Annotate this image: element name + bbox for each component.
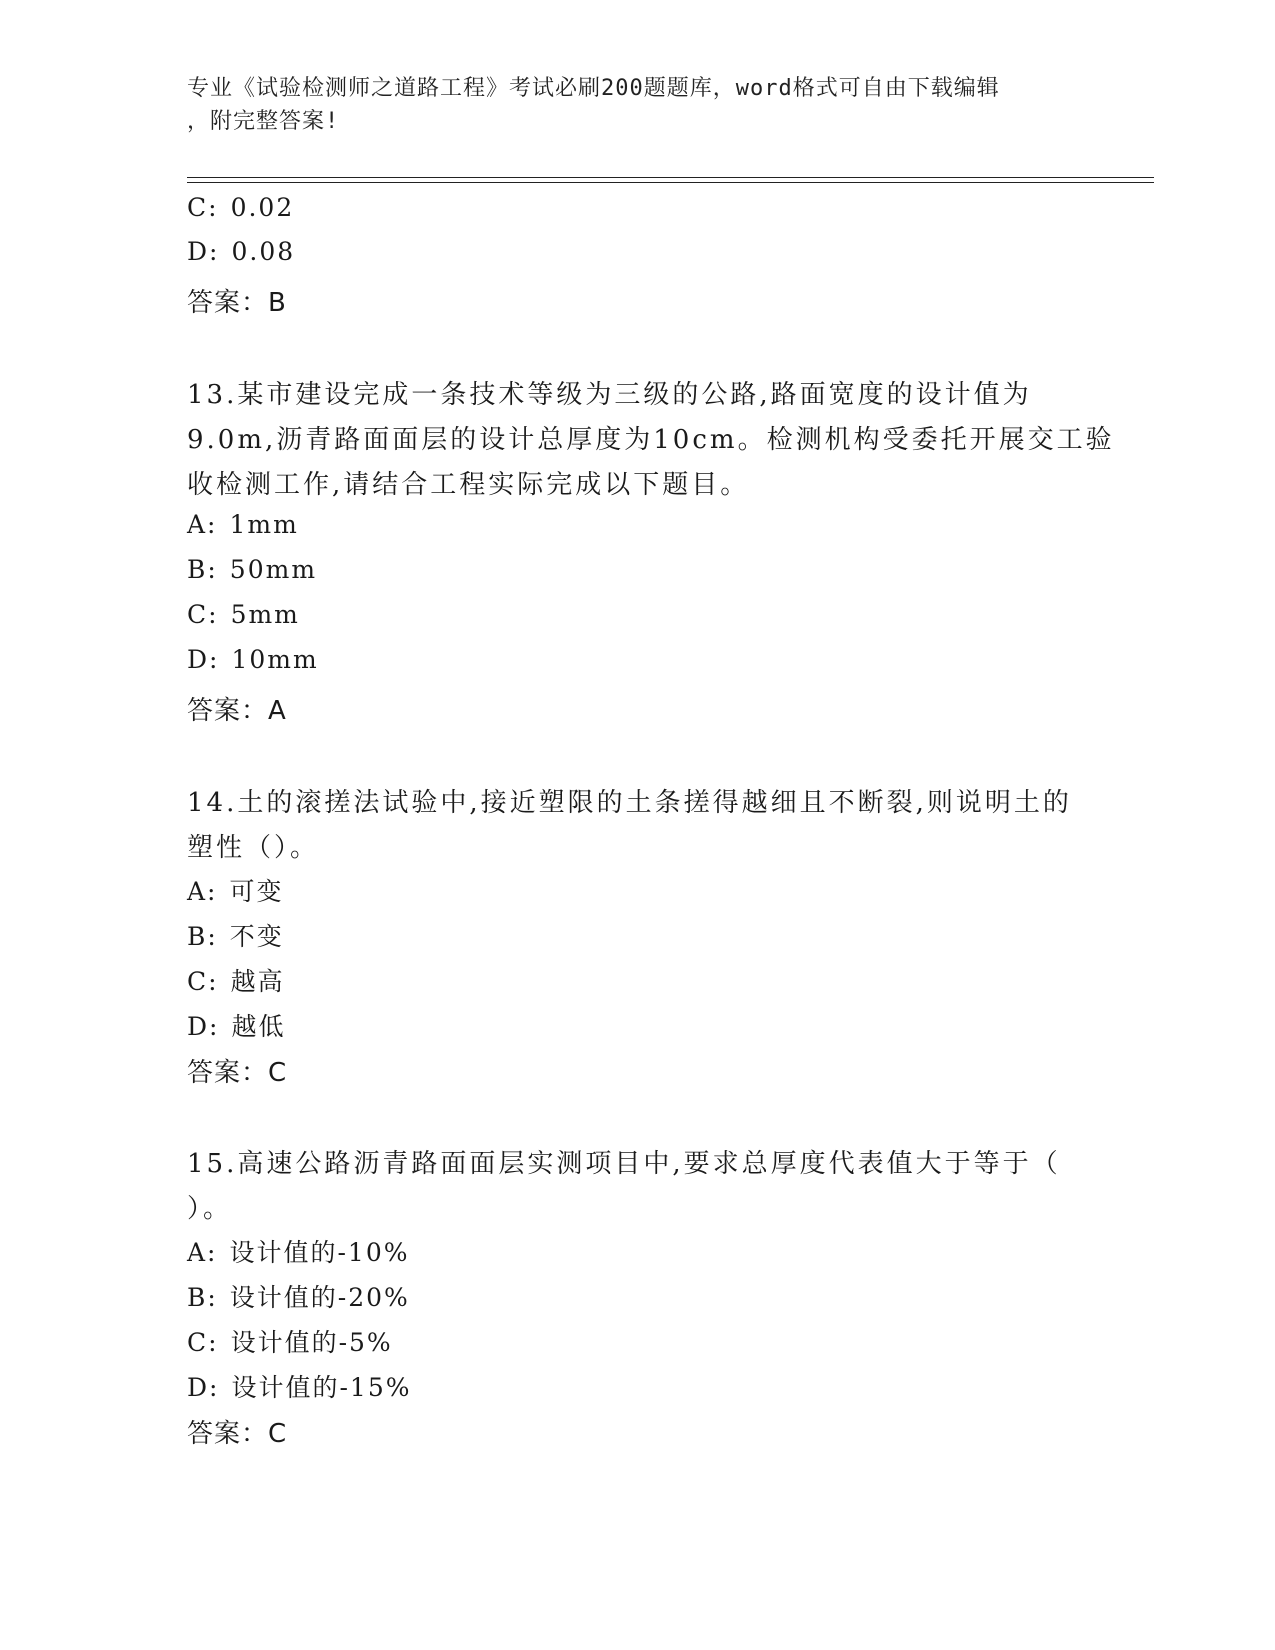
option-b: B: 50mm	[187, 555, 318, 584]
question-14-stem-line-1: 14.土的滚搓法试验中,接近塑限的土条搓得越细且不断裂,则说明土的	[187, 788, 1072, 818]
option-c: C: 0.02	[187, 193, 295, 222]
header-rule-bottom	[187, 182, 1154, 183]
option-d: D: 越低	[187, 1012, 286, 1041]
option-c: C: 设计值的-5%	[187, 1328, 393, 1357]
question-14-stem-line-2: 塑性（）。	[187, 833, 320, 863]
option-c: C: 越高	[187, 967, 285, 996]
answer: 答案：C	[187, 1058, 288, 1088]
option-c: C: 5mm	[187, 600, 300, 629]
header-title-line-2: ，附完整答案!	[187, 109, 340, 134]
option-b: B: 设计值的-20%	[187, 1283, 410, 1312]
answer: 答案：C	[187, 1419, 288, 1449]
header-title-line-1: 专业《试验检测师之道路工程》考试必刷200题题库，word格式可自由下载编辑	[187, 76, 1000, 101]
option-d: D: 0.08	[187, 237, 296, 266]
option-b: B: 不变	[187, 922, 284, 951]
document-header	[187, 72, 1087, 138]
answer: 答案：B	[187, 288, 287, 318]
answer: 答案：A	[187, 696, 287, 726]
header-rule-top	[187, 177, 1154, 178]
option-a: A: 设计值的-10%	[187, 1238, 410, 1267]
question-15-stem-line-1: 15.高速公路沥青路面面层实测项目中,要求总厚度代表值大于等于（	[187, 1149, 1061, 1179]
option-d: D: 设计值的-15%	[187, 1373, 412, 1402]
question-15-stem-line-2: ）。	[187, 1194, 233, 1224]
option-a: A: 1mm	[187, 510, 299, 539]
question-13-stem-line-1: 13.某市建设完成一条技术等级为三级的公路,路面宽度的设计值为	[187, 380, 1032, 410]
question-13-stem-line-2: 9.0m,沥青路面面层的设计总厚度为10cm。检测机构受委托开展交工验	[187, 425, 1115, 455]
option-d: D: 10mm	[187, 645, 319, 674]
option-a: A: 可变	[187, 877, 284, 906]
question-13-stem-line-3: 收检测工作,请结合工程实际完成以下题目。	[187, 470, 750, 500]
